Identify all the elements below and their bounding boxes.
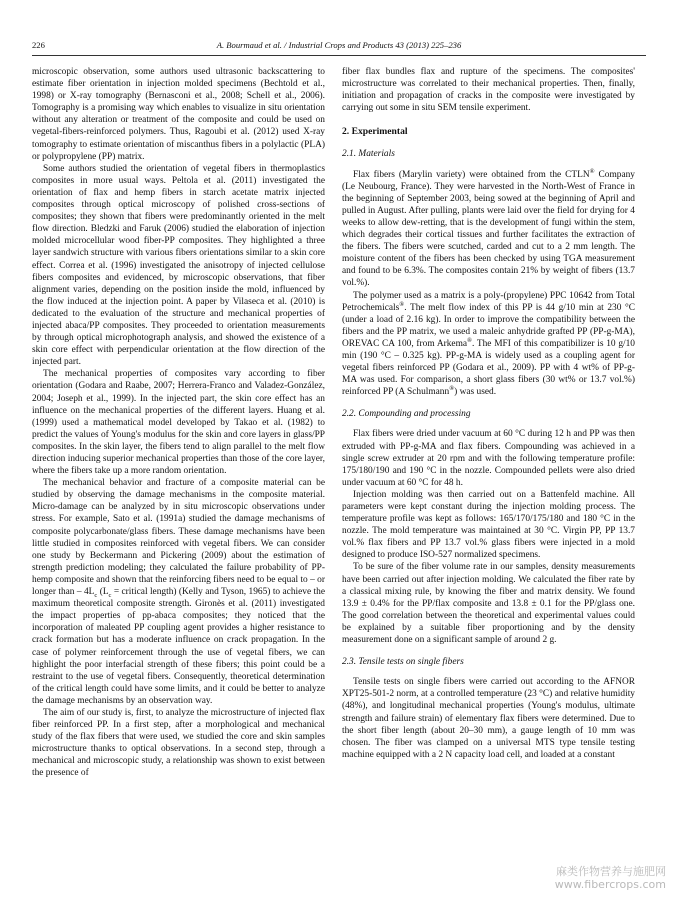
paragraph: Flax fibers (Marylin variety) were obtained from the CTLN® Company (Le Neubourg, France). They were harvested in the North-West of France in the beginning of September 2003, being sowed at the beginning of April and pulled in August. After pulling, plants were laid over the field for drying for 4 weeks to allow dew-retting, that is the development of fungi within the stem, which degrades their cortical tissues and further facilitates the extraction of the fibers. The fibers were scutched, carded and cut to a 2 mm length. The moisture content of the fibers has been checked by using TGA measurement and found to be 6.3%. The composites contain 21% by weight of fibers (13.7 vol.%). xyxy=(342,167,635,289)
paragraph: fiber flax bundles flax and rupture of the specimens. The composites' microstructure was correlated to their mechanical properties. Then, finally, initiation and propagation of cracks in the composite were investigated by carrying out some in situ SEM tensile experiment. xyxy=(342,67,635,114)
watermark-line: 麻类作物营养与施肥网 xyxy=(556,865,666,878)
paragraph: To be sure of the fiber volume rate in our samples, density measurements have been carried out after injection molding. We calculated the fiber rate by a classical mixing rule, by knowing the fiber and matrix density. We found 13.9 ± 0.4% for the PP/flax composite and 13.8 ± 0.1 for the PP/glass one. The good correlation between the theoretical and experimental values could be explained by a suitable fiber proportioning and by the density measurement done on a significant sample of around 2 g. xyxy=(342,562,635,646)
running-header xyxy=(32,40,646,54)
left-column xyxy=(32,66,325,780)
paragraph: The mechanical behavior and fracture of a composite material can be studied by observing the damage mechanisms in the composite material. Micro-damage can be analyzed by in situ microscopic observations under stress. For example, Sato et al. (1991a) studied the damage mechanisms of composite polycarbonate/glass fibers. These damage mechanisms have been little studied in composites reinforced with vegetal fibers. We can consider one study by Beckermann and Pickering (2009) about the estimation of strength prediction modeling; they calculated the failure probability of PP-hemp composite and shown that the reinforcing fibers need to be equal to – or longer than – $4L_c$ ($L_c$ = critical length) (Kelly and Tyson, 1965) to achieve the maximum theoretical composite strength. Gironès et al. (2011) investigated the impact properties of pp-abaca composites; they noticed that the incorporation of maleated PP coupling agent provides a higher resistance to crack formation but has a moderate influence on crack propagation. In the case of polymer reinforcement through the use of vegetal fibers, we can highlight the poor interfacial strength of these fibers; this point could be a restraint to the use of vegetal fibers. Consequently, theoretical determination of the critical length could have some limits, and it could be better to analyze the damage mechanisms by an observation way. xyxy=(32,478,325,706)
paragraph: Tensile tests on single fibers were carried out according to the AFNOR XPT25-501-2 norm, at a controlled temperature (23 °C) and relative humidity (48%), and longitudinal mechanical properties (Young's modulus, ultimate strength and failure strain) of elementary flax fibers were determined. Due to the short fiber length (about 20–30 mm), a gauge length of 10 mm was chosen. The fiber was clamped on a universal MTS type tensile testing machine equipped with a 2 N capacity load cell, and loaded at a constant xyxy=(342,677,635,760)
watermark-url: www.fibercrops.com xyxy=(554,878,666,891)
paragraph: The aim of our study is, first, to analyze the microstructure of injected flax fiber reinforced PP. In a first step, after a morphological and mechanical study of the flax fibers that were used, we studied the core and skin samples microstructure thanks to optical observations. In a second step, through a mechanical and microscopic study, a relationship was shown to exist between the presence of xyxy=(32,707,325,779)
section-heading: 2. Experimental xyxy=(342,126,408,138)
right-column xyxy=(342,66,635,761)
header-rule xyxy=(32,55,646,56)
paragraph: Some authors studied the orientation of vegetal fibers in thermoplastics composites in more usual ways. Peltola et al. (2011) investigated the orientation of flax and hemp fibers in starch acetate matrix injected composites through optical microscopy of polished cross-sections of composites; they shown that fibers were predominantly oriented in the melt flow direction. Bledzki and Faruk (2006) studied the elaboration of injection molded microcellular wood fiber-PP composites. They highlighted a three layer sandwich structure with various fibers orientations similar to a skin core effect. Correa et al. (1996) investigated the anisotropy of injected cellulose fibers composites and evidenced, by microscopic observations, that fiber alignment varies, depending on the position inside the mold, influenced by the flow induced at the injection point. A paper by Vilaseca et al. (2010) is dedicated to the evaluation of the structure and mechanical properties of injected abaca/PP composites. They proceeded to orientation measurements by through optical microphotograph analysis, and showed the existence of a skin core effect with perpendicular orientation at the flow direction of the injected part. xyxy=(32,163,325,368)
paragraph: The mechanical properties of composites vary according to fiber orientation (Godara and Raabe, 2007; Herrera-Franco and Valadez-González, 2004; Joseph et al., 1999). In the injected part, the skin core effect has an influence on the mechanical properties of the different layers. Huang et al. (1999) used a mathematical model developed by Takao et al. (1982) to predict the values of Young's modulus for the skin and core layers in glass/PP composites. In the skin layer, the fibers tend to align parallel to the melt flow direction inducing superior mechanical properties than those of the core layer, where the fibers take up a more random orientation. xyxy=(32,369,325,477)
page-number: 226 xyxy=(32,40,45,50)
subsection-heading: 2.3. Tensile tests on single fibers xyxy=(342,657,464,668)
paragraph: The polymer used as a matrix is a poly-(propylene) PPC 10642 from Total Petrochemicals®. The melt flow index of this PP is 44 g/10 min at 230 °C (under a load of 2.16 kg). In order to improve the compatibility between the fibers and the PP matrix, we used a maleic anhydride grafted PP (PP-g-MA), OREVAC CA 100, from Arkema®. The MFI of this compatibilizer is 10 g/10 min (190 °C – 0.325 kg). PP-g-MA is widely used as a coupling agent for vegetal fibers reinforced PP (Godara et al., 2009). PP with 4 wt% of PP-g-MA was used. For comparison, a short glass fibers (30 wt% or 13.7 vol.%) reinforced PP (A Schulmann®) was used. xyxy=(342,290,635,398)
running-title: A. Bourmaud et al. / Industrial Crops and Products 43 (2013) 225–236 xyxy=(216,40,462,50)
paragraph: Injection molding was then carried out on a Battenfeld machine. All parameters were kept constant during the injection molding process. The temperature profile was kept as follows: 165/170/175/180 and 180 °C in the nozzle. The mold temperature was maintained at 30 °C. Virgin PP, PP 13.7 vol.% flax fibers and PP 13.7 vol.% glass fibers were injected in a mold designed to produce ISO-527 normalized specimens. xyxy=(342,489,635,561)
paragraph: microscopic observation, some authors used ultrasonic backscattering to estimate fiber orientation in injection molded specimens (Bechtold et al., 1998) or X-ray tomography (Bernasconi et al., 2008; Schell et al., 2006). Tomography is a promising way which enables to visualize in situ orientation without any alteration or treatment of the composite and could be used on vegetal-fibers-reinforced polymers. Thus, Ragoubi et al. (2012) used X-ray tomography to estimate orientation of miscanthus fibers in a polylactic (PLA) or polypropylene (PP) matrix. xyxy=(32,67,325,162)
watermark xyxy=(555,865,666,891)
subsection-heading: 2.1. Materials xyxy=(342,149,395,160)
paragraph: Flax fibers were dried under vacuum at 60 °C during 12 h and PP was then extruded with PP-g-MA and flax fibers. Compounding was achieved in a single screw extruder at 20 rpm and with the following temperature profile: 175/180/190 and 190 °C in the nozzle. Compounded pellets were also dried under vacuum at 60 °C for 48 h. xyxy=(342,429,635,488)
subsection-heading: 2.2. Compounding and processing xyxy=(342,409,471,420)
